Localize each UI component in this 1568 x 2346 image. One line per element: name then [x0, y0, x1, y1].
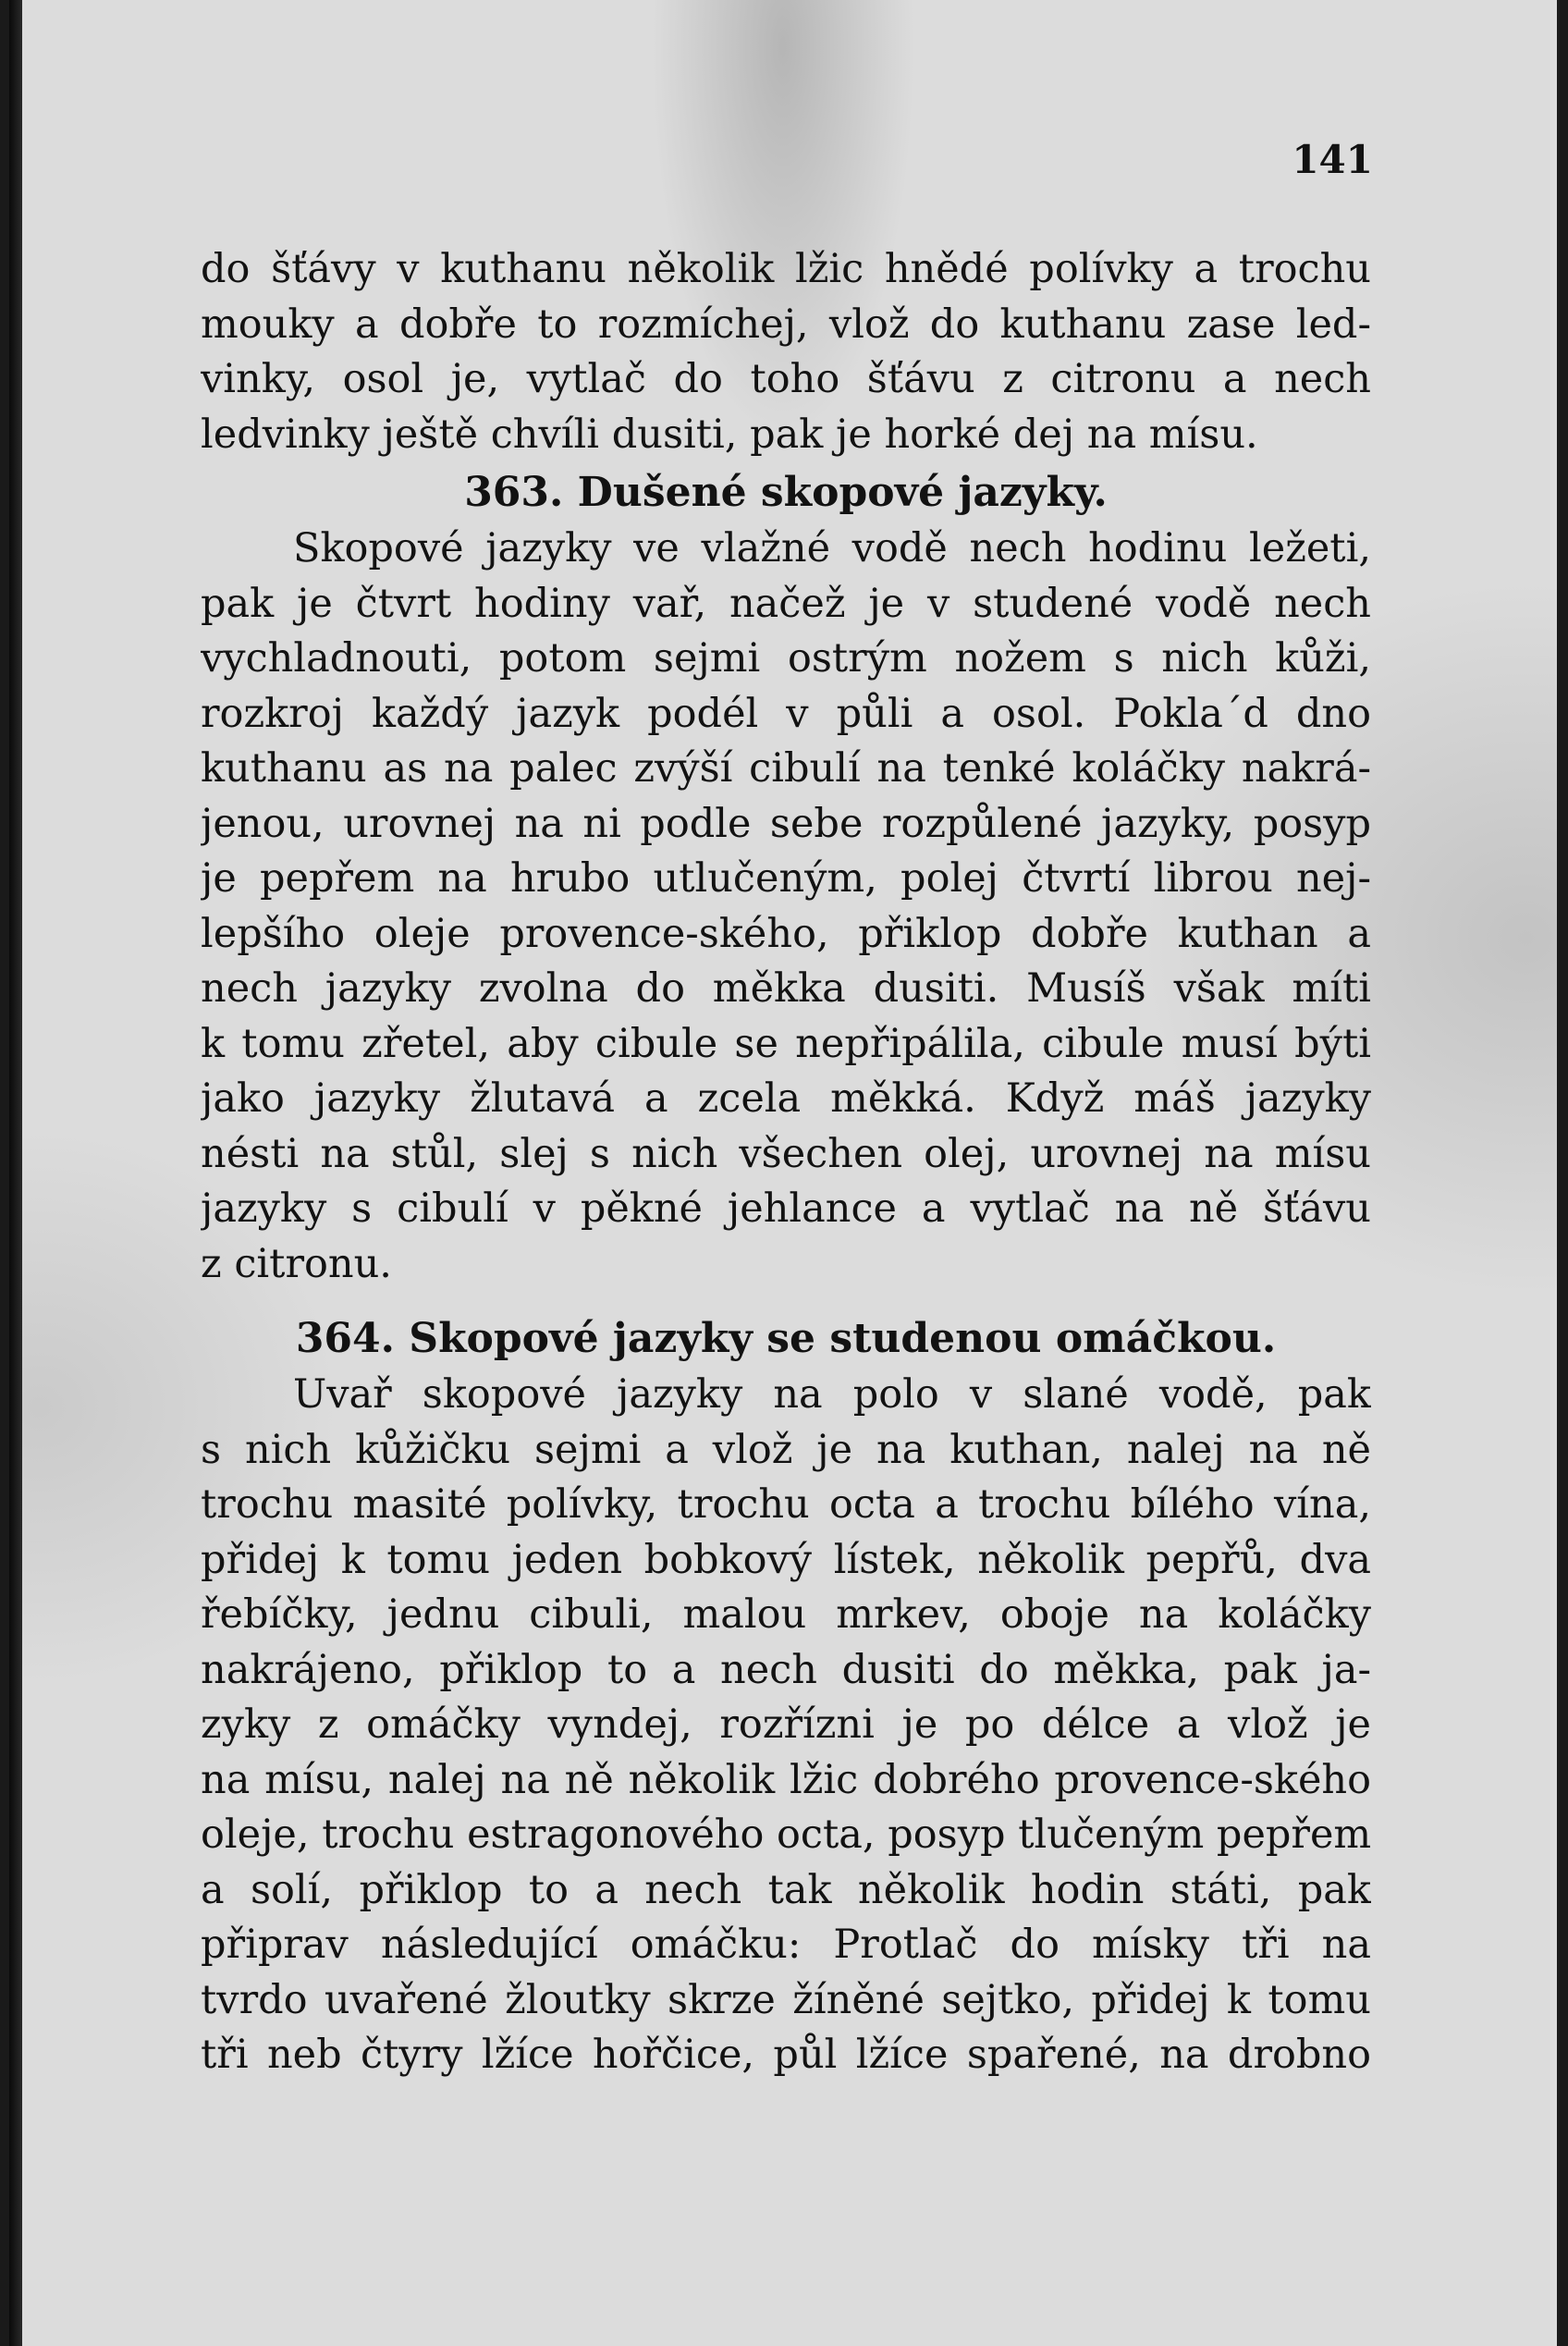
text-line: tvrdo uvařené žloutky skrze žíněné sejtko, přidej k tomu: [201, 1976, 1371, 2023]
text-line: a solí, přiklop to a nech tak několik hodin státi, pak: [201, 1866, 1371, 1913]
text-line: přidej k tomu jeden bobkový lístek, několik pepřů, dva: [201, 1536, 1371, 1583]
text-line: Uvař skopové jazyky na polo v slané vodě, pak: [293, 1371, 1371, 1418]
text-line: tři neb čtyry lžíce hořčice, půl lžíce spařené, na drobno: [201, 2032, 1371, 2078]
text-line: vinky, osol je, vytlač do toho šťávu z citronu a nech: [201, 356, 1371, 402]
text-line: jako jazyky žlutavá a zcela měkká. Když máš jazyky: [201, 1075, 1371, 1122]
text-block: [201, 242, 1371, 2083]
text-line: připrav následující omáčku: Protlač do mísky tři na: [201, 1922, 1371, 1968]
text-line: z citronu.: [201, 1240, 392, 1287]
text-line: zyky z omáčky vyndej, rozřízni je po délce a vlož je: [201, 1701, 1371, 1748]
text-line: nakrájeno, přiklop to a nech dusiti do měkka, pak ja-: [201, 1646, 1371, 1693]
book-spine-shadow: [9, 0, 22, 2346]
text-line: jazyky s cibulí v pěkné jehlance a vytlač na ně šťávu: [201, 1185, 1371, 1232]
text-line: do šťávy v kuthanu několik lžic hnědé polívky a trochu: [201, 246, 1371, 292]
text-line: rozkroj každý jazyk podél v půli a osol. Pokla´d dno: [201, 690, 1371, 737]
text-line: Skopové jazyky ve vlažné vodě nech hodinu ležeti,: [293, 525, 1371, 571]
text-line: trochu masité polívky, trochu octa a trochu bílého vína,: [201, 1481, 1371, 1528]
section-heading-364: 364. Skopové jazyky se studenou omáčkou.: [295, 1315, 1277, 1362]
text-line: pak je čtvrt hodiny vař, načež je v studené vodě nech: [201, 580, 1371, 627]
text-line: mouky a dobře to rozmíchej, vlož do kuthanu zase led-: [201, 301, 1371, 348]
text-line: oleje, trochu estragonového octa, posyp tlučeným pepřem: [201, 1812, 1371, 1858]
text-line: k tomu zřetel, aby cibule se nepřipálila, cibule musí býti: [201, 1020, 1371, 1067]
text-line: lepšího oleje provence-ského, přiklop dobře kuthan a: [201, 910, 1371, 957]
text-line: vychladnouti, potom sejmi ostrým nožem s nich kůži,: [201, 635, 1371, 682]
text-line: řebíčky, jednu cibuli, malou mrkev, oboje na koláčky: [201, 1591, 1371, 1638]
text-line: jenou, urovnej na ni podle sebe rozpůlené jazyky, posyp: [201, 800, 1371, 847]
page-number: 141: [1292, 137, 1373, 182]
book-page: [9, 0, 1557, 2346]
section-heading-363: 363. Dušené skopové jazyky.: [464, 469, 1108, 516]
text-line: nech jazyky zvolna do měkka dusiti. Musíš však míti: [201, 965, 1371, 1012]
text-line: nésti na stůl, slej s nich všechen olej, urovnej na mísu: [201, 1130, 1371, 1177]
text-line: kuthanu as na palec zvýší cibulí na tenké koláčky nakrá-: [201, 745, 1371, 792]
text-line: na mísu, nalej na ně několik lžic dobrého provence-ského: [201, 1756, 1371, 1803]
text-line: ledvinky ještě chvíli dusiti, pak je horké dej na mísu.: [201, 411, 1258, 458]
text-line: je pepřem na hrubo utlučeným, polej čtvrtí librou nej-: [201, 855, 1371, 902]
text-line: s nich kůžičku sejmi a vlož je na kuthan, nalej na ně: [201, 1426, 1371, 1473]
